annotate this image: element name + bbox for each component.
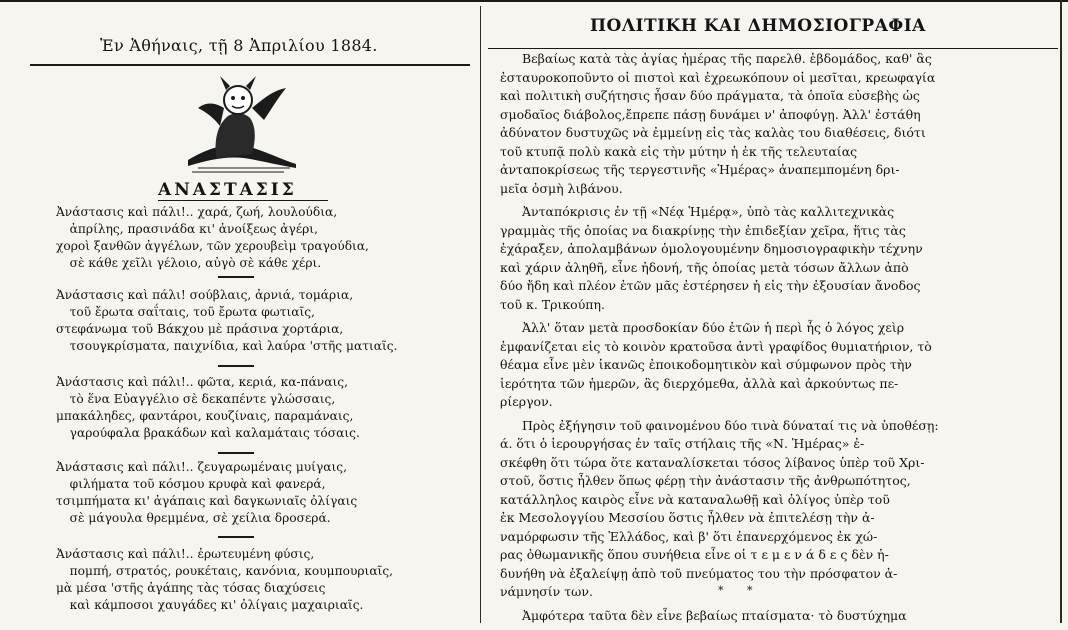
stanza-separator — [218, 365, 254, 367]
text-line: σμοδαῖος διάβολος,ἔπρεπε πάσῃ δυνάμει ν' ἀποφύγῃ. Ἀλλ' ἐστάθη — [500, 106, 921, 122]
verse-line: φιλήματα τοῦ κόσμου κρυφὰ καὶ φανερά, — [69, 476, 326, 491]
text-line: θέαμα εἶνε μὲν ἱκανῶς ἐποικοδομητικὸν καὶ σύμφωνον πρὸς τὴν — [500, 357, 912, 372]
verse-line: Ἀνάστασις καὶ πάλι!.. χαρά, ζωή, λουλούδια, — [56, 204, 338, 219]
top-rule — [0, 0, 1068, 2]
stanza-separator — [218, 536, 254, 538]
poem-stanza-1 — [56, 203, 476, 271]
verse-line: μπακάληδες, φαντάροι, κουζίναις, παραμάναις, — [56, 408, 354, 423]
text-line: γραμμὰς τῆς ὁποίας να διακρίνῃς τὴν ἐπιδεξίαν χεῖρα, ἥτις τὰς — [500, 222, 906, 238]
text-line: δύο ἤδη καὶ πλέον ἐτῶν μᾶς ἐστέρησεν ἡ εἰς τὴν ἐξουσίαν ἄνοδος — [500, 278, 921, 293]
text-line: τοῦ κτυπᾷ πολὺ κακὰ εἰς τὴν μύτην ἡ ἐκ τῆς τελευταίας — [500, 143, 858, 159]
text-line: Πρὸς ἐξήγησιν τοῦ φαινομένου δύο τινὰ δύναταί τις νὰ ὑποθέσῃ: — [522, 417, 939, 433]
verse-line: τὸ ἕνα Εὐαγγέλιο σὲ δεκαπέντε γλώσσαις, — [69, 391, 336, 406]
poem-stanza-3 — [56, 373, 476, 441]
text-line: στοῦ, ὅστις ἦλθεν ὅπως φέρῃ τὴν ἀνάστασιν τῆς ἀνθρωπότητος, — [500, 473, 911, 488]
verse-line: μὰ μέσα 'στῆς ἀγάπης τὰς τόσας διαχύσεις — [56, 580, 326, 595]
text-line: ρίεργον. — [500, 394, 553, 409]
text-line: κατάλληλος καιρὸς εἶνε νὰ καταναλωθῇ καὶ ὀλίγος ὑπὲρ τοῦ — [500, 491, 890, 507]
text-line: ἐσταυροκοποῦντο οἱ πιστοὶ καὶ ἐχρεωκόπουν οἱ μεσῖται, κρεωφαγία — [500, 69, 936, 85]
devil-vignette-illustration — [168, 68, 308, 178]
verse-line: τσιμπήματα κι' ἀγάπαις καὶ δαγκωνιαῖς ὀλίγαις — [56, 493, 358, 508]
dateline-rule — [30, 64, 470, 66]
text-line: Ἀνταπόκρισις ἐν τῇ «Νέᾳ Ἡμέρᾳ», ὑπὸ τὰς καλλιτεχνικὰς — [522, 204, 895, 219]
verse-line: ἀπρίλης, πρασινάδα κι' ἀνοίξεως ἀγέρι, — [69, 221, 318, 236]
verse-line: στεφάνωμα τοῦ Βάκχου μὲ πράσινα χορτάρια, — [56, 321, 344, 336]
text-line: Βεβαίως κατὰ τὰς ἁγίας ἡμέρας τῆς παρελθ. ἑβδομάδος, καθ' ἃς — [522, 51, 932, 66]
poem-stanza-2 — [56, 286, 476, 354]
text-line: μεῖα ὀσμὴ λιβάνου. — [500, 180, 623, 196]
text-line: Ἀμφότερα ταῦτα δὲν εἶνε βεβαίως πταίσματα· τὸ δυστύχημα — [522, 607, 907, 623]
section-title-rule — [488, 48, 1058, 49]
poem-stanza-5 — [56, 545, 476, 613]
verse-line: Ἀνάστασις καὶ πάλι!.. ζευγαρωμέναις μυίγαις, — [56, 459, 348, 474]
verse-line: Ἀνάστασις καὶ πάλι!.. ἐρωτευμένη φύσις, — [56, 546, 315, 561]
text-line: τοῦ κ. Τρικούπη. — [500, 296, 605, 312]
text-line: ἀνταποκρίσεως τῆς τεργεστινῆς «Ἡμέρας» ἀναπεμπομένη δρι- — [500, 162, 900, 177]
text-line: σκέφθη ὅτι τώρα ὅτε καταναλίσκεται τόσος λίβανος ὑπὲρ τοῦ Χρι- — [500, 454, 925, 470]
verse-line: Ἀνάστασις καὶ πάλι!.. φῶτα, κεριά, κα-πάναις, — [56, 374, 348, 389]
stanza-separator — [218, 276, 254, 278]
article-paragraph — [500, 607, 974, 626]
article-body — [500, 50, 974, 630]
text-line: καὶ χάριν ἀληθῆ, εἶνε ἠδονή, τῆς ὁποίας μετὰ τόσων ἄλλων ἀπὸ — [500, 259, 909, 275]
verse-line: Ἀνάστασις καὶ πάλι! σούβλαις, ἀρνιά, τομάρια, — [56, 287, 354, 302]
stanza-separator — [218, 452, 254, 454]
text-line: Ἀλλ' ὅταν μετὰ προσδοκίαν δύο ἐτῶν ἡ περὶ ἧς ὁ λόγος χεὶρ — [522, 320, 905, 335]
text-line: ἱερότητα τῶν ἡμερῶν, ἃς διερχόμεθα, ἀλλὰ καὶ ἀρκούντως πε- — [500, 375, 899, 391]
verse-line: τοῦ ἔρωτα σαΐταις, τοῦ ἔρωτα φωτιαῖς, — [69, 304, 315, 319]
verse-line: σὲ κάθε χεῖλι γέλοιο, αὐγὸ σὲ κάθε χέρι. — [69, 255, 322, 270]
text-line: ρας ὀθωμανικῆς ὅπου συνήθεια εἶνε οἱ τ ε μ ε ν ά δ ε ς δὲν ἠ- — [500, 547, 889, 562]
article-paragraph — [500, 319, 974, 412]
verse-line: πομπή, στρατός, ρουκέταις, κανόνια, κουμπουριαῖς, — [69, 563, 394, 578]
verse-line: σὲ μάγουλα θρεμμένα, σὲ χείλια δροσερά. — [69, 510, 331, 525]
text-line: ἀδύνατον δυστυχῶς νὰ ἐμμείνῃ εἰς τὰς καλὰς του διαθέσεις, διότι — [500, 125, 926, 140]
text-line: νάμνησίν των. — [500, 584, 593, 599]
text-line: ἐμφανίζεται εἰς τὸ κοινὸν κρατοῦσα ἀντὶ γραφίδος θυμιατήριον, τὸ — [500, 338, 932, 354]
section-break-asterisks: * * — [718, 584, 763, 597]
text-line: ά. ὅτι ὁ ἱερουργήσας ἐν ταῖς στήλαις τῆς «Ν. Ἡμέρας» ἐ- — [500, 436, 865, 451]
poem-stanza-4 — [56, 458, 476, 526]
dateline: Ἐν Ἀθήναις, τῇ 8 Ἀπριλίου 1884. — [100, 36, 378, 55]
verse-line: γαρούφαλα βρακάδων καὶ καλαμάταις τόσαις. — [69, 425, 360, 440]
section-title: ΠΟΛΙΤΙΚΗ ΚΑΙ ΔΗΜΟΣΙΟΓΡΑΦΙΑ — [590, 16, 926, 36]
right-edge-rule — [1060, 0, 1062, 623]
text-line: καὶ πολιτικὴ συζήτησις ἦσαν δύο πράγματα, τὰ ὁποῖα εὐσεβὴς ὡς — [500, 88, 920, 103]
article-paragraph — [500, 417, 974, 602]
poem-title-underline — [158, 200, 328, 201]
article-paragraph — [500, 50, 974, 198]
article-paragraph — [500, 203, 974, 314]
text-line: ἐκ Μεσολογγίου Μεσσίου ὅστις ἦλθεν νὰ ἐπιτελέσῃ τὴν ἀ- — [500, 510, 875, 525]
verse-line: καὶ κάμποσοι χαυγάδες κι' ὀλίγαις μαχαιριαῖς. — [69, 597, 364, 612]
text-line: δυνήθη νὰ ἐξαλείψῃ ἀπὸ τοῦ πνεύματος του τὴν πρόσφατον ἀ- — [500, 565, 898, 581]
text-line: ἐχάραξεν, ἀπολαμβάνων ὁμολογουμένην δημοσιογραφικὴν τέχνην — [500, 241, 923, 256]
poem-title: ΑΝΑΣΤΑΣΙΣ — [158, 180, 297, 200]
verse-line: χοροὶ ξανθῶν ἀγγέλων, τῶν χερουβεὶμ τραγούδια, — [56, 238, 369, 253]
text-line: ναμόρφωσιν τῆς Ἑλλάδος, καὶ β' ὅτι ἐπανερχόμενος ἐκ χώ- — [500, 528, 878, 544]
column-divider — [480, 6, 481, 623]
verse-line: τσουγκρίσματα, παιχνίδια, καὶ λαύρα 'στῆς ματιαῖς. — [69, 338, 398, 353]
